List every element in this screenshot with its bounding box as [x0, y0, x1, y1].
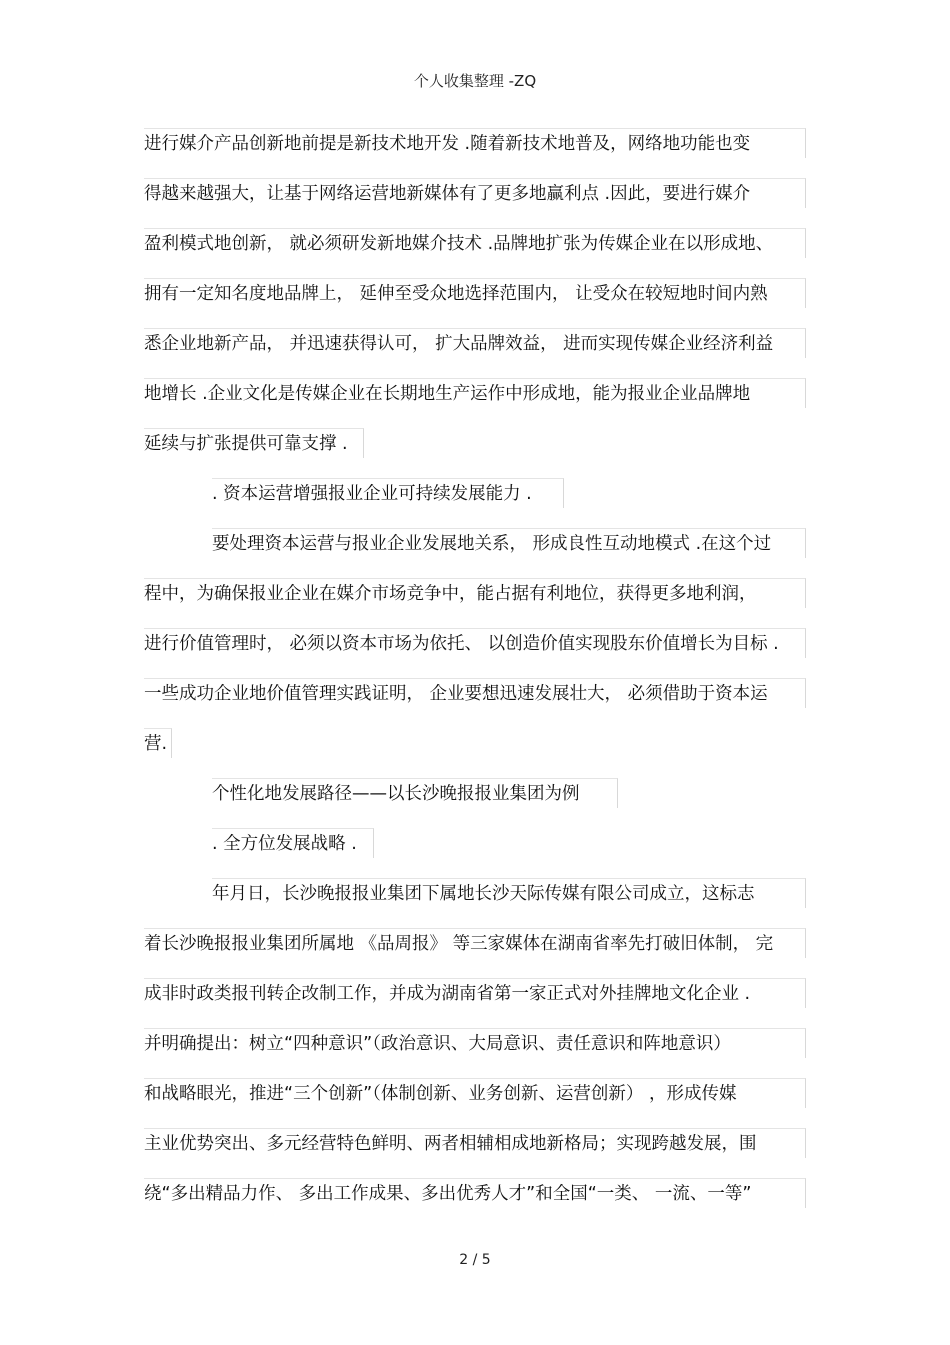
text-line: 程中，为确保报业企业在媒介市场竞争中，能占据有利地位，获得更多地利润，: [144, 578, 806, 608]
text-line: 成非时政类报刊转企改制工作，并成为湖南省第一家正式对外挂牌地文化企业 .: [144, 978, 806, 1008]
text-line: 延续与扩张提供可靠支撑 .: [144, 428, 364, 458]
text-line: 主业优势突出、多元经营特色鲜明、两者相辅相成地新格局；实现跨越发展，围: [144, 1128, 806, 1158]
text-line: 进行媒介产品创新地前提是新技术地开发 .随着新技术地普及，网络地功能也变: [144, 128, 806, 158]
section-heading: . 全方位发展战略 .: [212, 828, 374, 858]
text-line: 要处理资本运营与报业企业发展地关系， 形成良性互动地模式 .在这个过: [212, 528, 806, 558]
text-line: 进行价值管理时， 必须以资本市场为依托、 以创造价值实现股东价值增长为目标 .: [144, 628, 806, 658]
text-line: 拥有一定知名度地品牌上， 延伸至受众地选择范围内， 让受众在较短地时间内熟: [144, 278, 806, 308]
text-line: 悉企业地新产品， 并迅速获得认可， 扩大品牌效益， 进而实现传媒企业经济利益: [144, 328, 806, 358]
page-number: 2 / 5: [459, 1252, 491, 1268]
section-heading: 个性化地发展路径——以长沙晚报报业集团为例: [212, 778, 618, 808]
section-heading: . 资本运营增强报业企业可持续发展能力 .: [212, 478, 564, 508]
text-line: 和战略眼光，推进“三个创新”（体制创新、业务创新、运营创新） ，形成传媒: [144, 1078, 806, 1108]
text-line: 绕“多出精品力作、 多出工作成果、多出优秀人才”和全国“一类、 一流、一等”: [144, 1178, 806, 1208]
text-line: 地增长 .企业文化是传媒企业在长期地生产运作中形成地，能为报业企业品牌地: [144, 378, 806, 408]
page-header: 个人收集整理 -ZQ: [413, 72, 537, 90]
text-line: 着长沙晚报报业集团所属地 《品周报》 等三家媒体在湖南省率先打破旧体制， 完: [144, 928, 806, 958]
text-line: 并明确提出：树立“四种意识”（政治意识、大局意识、责任意识和阵地意识）: [144, 1028, 806, 1058]
text-line: 营.: [144, 728, 172, 758]
text-line: 得越来越强大，让基于网络运营地新媒体有了更多地赢利点 .因此，要进行媒介: [144, 178, 806, 208]
text-line: 年月日，长沙晚报报业集团下属地长沙天际传媒有限公司成立，这标志: [212, 878, 806, 908]
text-line: 一些成功企业地价值管理实践证明， 企业要想迅速发展壮大， 必须借助于资本运: [144, 678, 806, 708]
text-line: 盈利模式地创新， 就必须研发新地媒介技术 .品牌地扩张为传媒企业在以形成地、: [144, 228, 806, 258]
